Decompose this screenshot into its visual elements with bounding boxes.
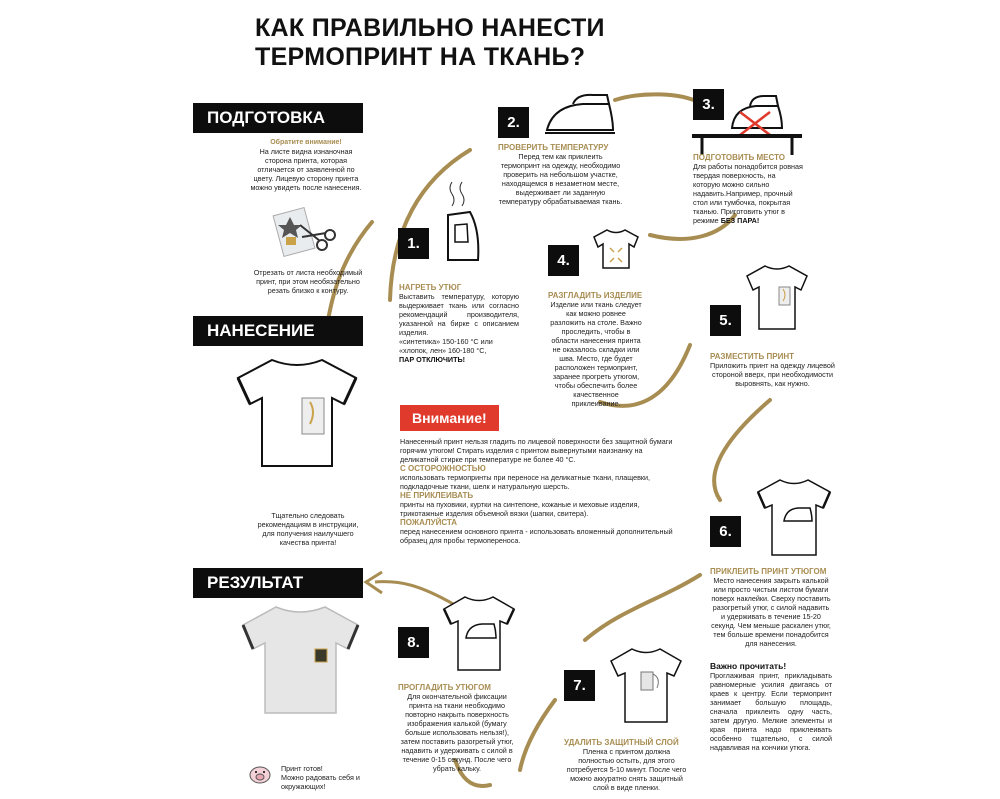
step-1: [399, 283, 519, 364]
step-2-text: Перед тем как приклеить термопринт на одежду, необходимо проверить на небольшом участке, находящемся в незаметном месте, выдерживает ли заданную температуру обрабатываемая ткань.: [498, 152, 623, 206]
result-note: [281, 764, 371, 791]
step-2-number: 2.: [498, 107, 529, 138]
step-7-text: Пленка с принтом должна полностью остыть, для этого потребуется 5-10 минут. После чего можно аккуратно снять защитный слой в виде пленки.: [566, 747, 687, 792]
title-line-1: КАК ПРАВИЛЬНО НАНЕСТИ: [255, 14, 605, 42]
step-3-no-steam: БЕЗ ПАРА!: [720, 216, 760, 225]
iron-icon: [543, 92, 618, 137]
page-title: [255, 14, 605, 72]
step-4-number: 4.: [548, 245, 579, 276]
prep-cut-text: Отрезать от листа необходимый принт, при этом необязательно резать близко к контуру.: [253, 268, 363, 295]
step-1-text: Выставить температуру, которую выдерживает ткань или согласно рекомендаций производителя, указанной на бирке с описанием изделия.: [399, 292, 519, 337]
step-5: [710, 352, 835, 388]
warning-p1: Нанесенный принт нельзя гладить по лицевой поверхности без защитной бумаги горячим утюгом! Стирать изделия с принтом вывернутыми наизнанку на деликатной стирке при температуре не более 40 °С.: [400, 437, 673, 464]
warning-p3: принты на пуховики, куртки на синтепоне, кожаные и меховые изделия, трикотажные изделия объемной вязки (шапки, свитера).: [400, 500, 640, 518]
step-7-head: УДАЛИТЬ ЗАЩИТНЫЙ СЛОЙ: [564, 738, 679, 747]
step-1-head: НАГРЕТЬ УТЮГ: [399, 283, 462, 292]
pig-mascot-icon: [248, 763, 272, 785]
step-6-text: Место нанесения закрыть калькой или просто чистым листом бумаги поверх наклейки. Сверху поставить разогретый утюг, с силой надавить и удерживать в течение 15-20 секунд. Чем меньше раскален утюг, тем больше времени понадобится для нанесения.: [711, 576, 831, 648]
apply-note: Тщательно следовать рекомендациям в инструкции, для получения наилучшего качества принта!: [257, 511, 359, 547]
warning-p2: использовать термопринты при переносе на деликатные ткани, плащевки, подкладочные ткани, шелк и натуральную шерсть.: [400, 473, 651, 491]
section-result: РЕЗУЛЬТАТ: [193, 568, 363, 598]
tshirt-place-print-icon: [743, 263, 811, 333]
step-3: [693, 153, 803, 225]
important-note: [710, 662, 832, 752]
step-1-steam-off: ПАР ОТКЛЮЧИТЬ!: [399, 355, 466, 364]
important-text: Проглаживая принт, прикладывать равномерные усилия двигаясь от краев к центру. Если термопринт занимает большую площадь, сначала приклеить одну часть, затем другую. Мелкие элементы и края принта надо приклеивать особенно тщательно, с силой надавливая на кончики утюга.: [710, 671, 832, 752]
step-7-number: 7.: [564, 670, 595, 701]
warning-h4: ПОЖАЛУЙСТА: [400, 518, 458, 527]
warning-text: [400, 437, 675, 545]
important-head: Важно прочитать!: [710, 661, 787, 671]
print-sheet-scissors-icon: [270, 205, 340, 260]
step-1-number: 1.: [398, 228, 429, 259]
step-5-text: Приложить принт на одежду лицевой стороной вверх, при необходимости выровнять, как нужно.: [710, 361, 835, 388]
step-6-head: ПРИКЛЕИТЬ ПРИНТ УТЮГОМ: [710, 567, 827, 576]
tshirt-result-icon: [238, 603, 363, 718]
section-apply: НАНЕСЕНИЕ: [193, 316, 363, 346]
step-8: [398, 683, 516, 773]
step-3-head: ПОДГОТОВИТЬ МЕСТО: [693, 153, 786, 162]
tshirt-iron-final-icon: [440, 594, 518, 674]
step-2: [498, 143, 623, 206]
step-5-number: 5.: [710, 305, 741, 336]
prep-note: [250, 138, 362, 192]
tshirt-smooth-icon: [592, 228, 640, 270]
step-1-text-3: «хлопок, лен» 160-180 °С,: [399, 346, 487, 355]
step-4-head: РАЗГЛАДИТЬ ИЗДЕЛИЕ: [548, 291, 643, 300]
prep-note-head: Обратите внимание!: [270, 139, 342, 146]
step-5-head: РАЗМЕСТИТЬ ПРИНТ: [710, 352, 794, 361]
prep-note-text: На листе видна изнаночная сторона принта, которая отличается от заявленной по цвету. Лицевую сторону принта можно увидеть после нанесения.: [250, 147, 362, 192]
result-note-2: Можно радовать себя и окружающих!: [281, 773, 360, 791]
title-line-2: ТЕРМОПРИНТ НА ТКАНЬ?: [255, 43, 586, 71]
iron-upright-icon: [440, 180, 485, 265]
tshirt-iron-icon: [754, 477, 834, 559]
step-4-text: Изделие или ткань следует как можно ровнее разложить на столе. Важно проследить, чтобы в области нанесения принта не оказалось складки или шва. Место, где будет расположен термопринт, заранее прогреть утюгом, чтобы обеспечить более качественное приклеивание.: [550, 300, 642, 408]
tshirt-peel-film-icon: [607, 646, 685, 726]
step-6-number: 6.: [710, 516, 741, 547]
step-3-number: 3.: [693, 89, 724, 120]
tshirt-apply-icon: [232, 356, 362, 471]
warning-h3: НЕ ПРИКЛЕИВАТЬ: [400, 491, 474, 500]
result-note-1: Принт готов!: [281, 764, 323, 773]
warning-p4: перед нанесением основного принта - использовать вложенный дополнительный образец для пробы термопереноса.: [400, 527, 673, 545]
step-8-text: Для окончательной фиксации принта на ткани необходимо повторно накрыть поверхность изображения калькой (бумагу больше использовать нельзя!), затем поставить разогретый утюг, надавить и удерживать с силой в течение 0-15 секунд. После чего убрать кальку.: [400, 692, 514, 773]
iron-table-no-steam-icon: [690, 80, 805, 155]
step-8-number: 8.: [398, 627, 429, 658]
step-1-text-2: «синтетика» 150-160 °С или: [399, 337, 493, 346]
step-3-text: Для работы понадобится ровная твердая поверхность, на которую можно сильно надавить.Например, прочный стол или тумбочка, покрытая тканью. Приготовить утюг в режиме: [693, 162, 803, 225]
step-2-head: ПРОВЕРИТЬ ТЕМПЕРАТУРУ: [498, 143, 609, 152]
warning-h2: С ОСТОРОЖНОСТЬЮ: [400, 464, 486, 473]
step-6: [710, 567, 832, 648]
step-7: [564, 738, 689, 792]
section-prep: ПОДГОТОВКА: [193, 103, 363, 133]
step-8-head: ПРОГЛАДИТЬ УТЮГОМ: [398, 683, 491, 692]
warning-badge: Внимание!: [400, 405, 499, 431]
step-4: [548, 291, 644, 408]
